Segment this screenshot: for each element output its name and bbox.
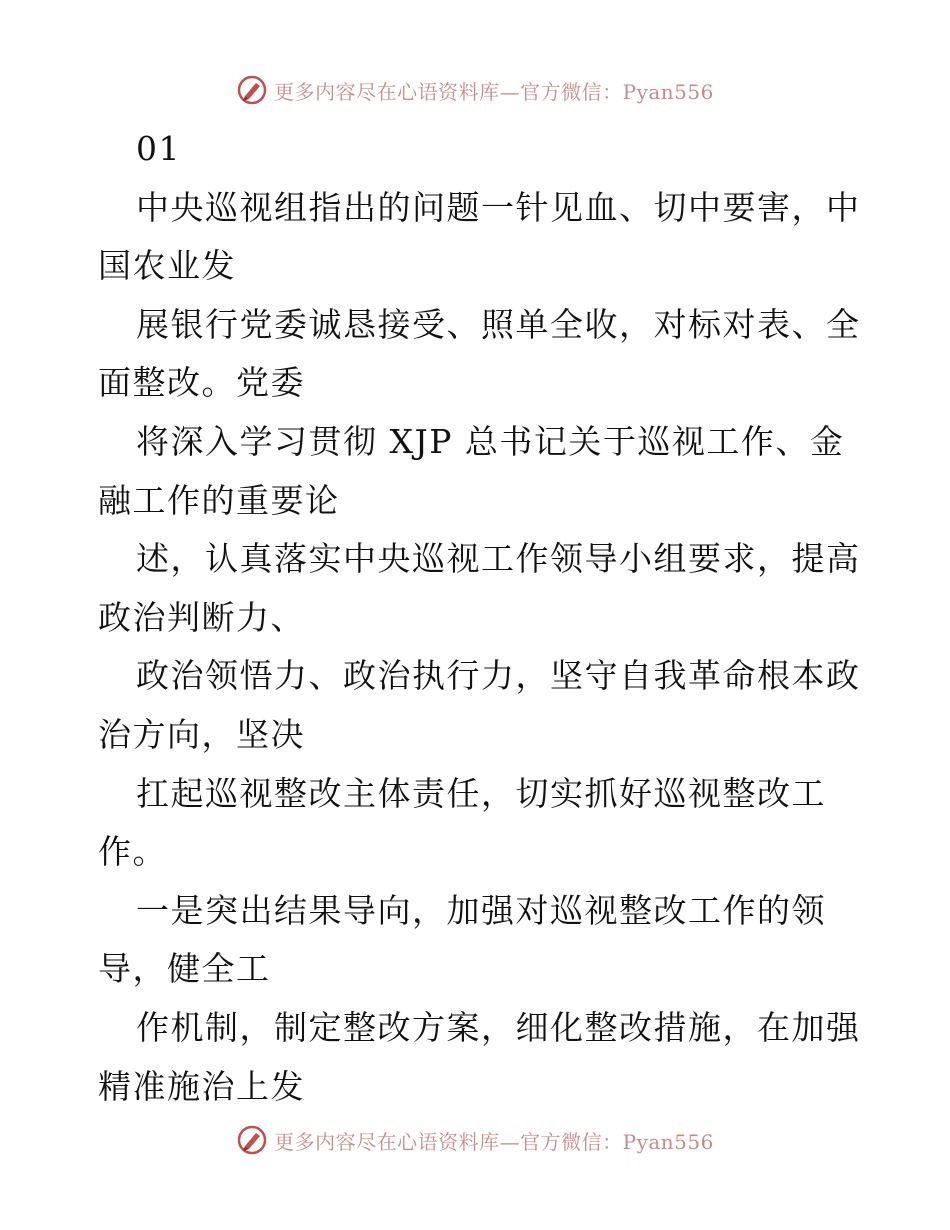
watermark-text: 更多内容尽在心语资料库—官方微信：Pyan556: [274, 79, 714, 104]
text-line: 精准施治上发: [98, 1066, 305, 1106]
header-watermark: [0, 70, 950, 110]
text-line: 治方向，坚决: [98, 714, 305, 754]
text-line: 作。: [98, 832, 167, 872]
text-line: 政治领悟力、政治执行力，坚守自我革命根本政: [136, 656, 861, 696]
footer-watermark: [0, 1120, 950, 1160]
text-line: 导，健全工: [98, 949, 271, 989]
text-line: 政治判断力、: [98, 597, 305, 637]
pen-emblem-icon: [236, 74, 268, 106]
text-line: 面整改。党委: [98, 363, 305, 403]
text-line: 01: [136, 129, 181, 168]
text-line: 国农业发: [98, 246, 236, 286]
text-line: 展银行党委诚恳接受、照单全收，对标对表、全: [136, 304, 861, 344]
text-line: 作机制，制定整改方案，细化整改措施，在加强: [136, 1007, 861, 1047]
text-line: 述，认真落实中央巡视工作领导小组要求，提高: [136, 539, 861, 579]
pen-emblem-icon: [236, 1124, 268, 1156]
body-text: [98, 120, 861, 1116]
text-line: 扛起巡视整改主体责任，切实抓好巡视整改工: [136, 773, 826, 813]
text-line: 将深入学习贯彻 XJP 总书记关于巡视工作、金: [136, 421, 845, 461]
text-line: 中央巡视组指出的问题一针见血、切中要害，中: [136, 187, 861, 227]
watermark-text: 更多内容尽在心语资料库—官方微信：Pyan556: [274, 1129, 714, 1154]
text-line: 融工作的重要论: [98, 480, 340, 520]
text-line: 一是突出结果导向，加强对巡视整改工作的领: [136, 890, 826, 930]
